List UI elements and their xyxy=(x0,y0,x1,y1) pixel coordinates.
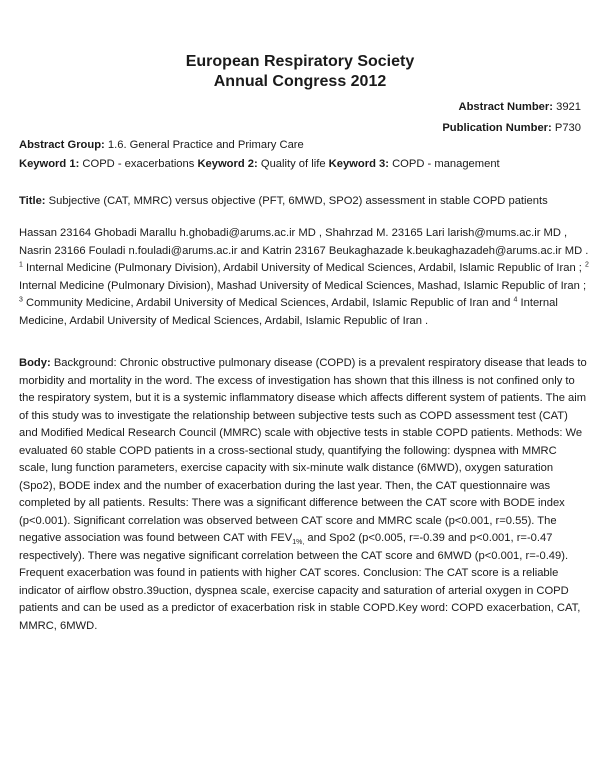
keyword-2-value: Quality of life xyxy=(260,158,326,170)
keyword-3-value: COPD - management xyxy=(392,158,500,170)
abstract-group-value: 1.6. General Practice and Primary Care xyxy=(107,139,304,151)
congress-header xyxy=(0,52,600,92)
abstract-group xyxy=(19,138,304,152)
publication-number-value: P730 xyxy=(554,122,581,134)
title-label: Title: xyxy=(19,195,46,207)
publication-number-label: Publication Number: xyxy=(442,122,552,134)
header-line-1: European Respiratory Society xyxy=(185,53,415,70)
abstract-group-label: Abstract Group: xyxy=(19,139,105,151)
abstract-number-label: Abstract Number: xyxy=(458,101,553,113)
authors-text-2: Internal Medicine (Pulmonary Division), Ardabil University of Medical Sciences, Ardabil, Islamic Republic of Iran ; xyxy=(22,262,585,274)
affiliation-sup-1: 1 xyxy=(19,261,23,269)
title-line xyxy=(19,194,548,208)
header-line-2: Annual Congress 2012 xyxy=(213,73,387,90)
body-label: Body: xyxy=(19,357,51,369)
authors-text-4: Community Medicine, Ardabil University of Medical Sciences, Ardabil, Islamic Republic of Iran and xyxy=(22,297,514,309)
keywords-line xyxy=(19,157,500,171)
abstract-body xyxy=(19,355,589,635)
fev-subscript: 1%, xyxy=(292,539,305,547)
affiliation-sup-2: 2 xyxy=(585,261,589,269)
authors-text-3: Internal Medicine (Pulmonary Division), Mashad University of Medical Sciences, Mashad, Islamic Republic of Iran ; xyxy=(19,279,587,292)
authors-text-1: Hassan 23164 Ghobadi Marallu h.ghobadi@arums.ac.ir MD , Shahrzad M. 23165 Lari larish@mums.ac.ir MD , Nasrin 23166 Fouladi n.fouladi@arums.ac.ir and Katrin 23167 Beukaghazade k.beukaghazadeh@arums.ac.ir MD . xyxy=(19,227,589,257)
affiliation-sup-3: 3 xyxy=(19,296,23,304)
keyword-2-label: Keyword 2: xyxy=(197,158,258,170)
title-value: Subjective (CAT, MMRC) versus objective (PFT, 6MWD, SPO2) assessment in stable COPD patients xyxy=(48,195,548,207)
authors-text-5: Internal Medicine, Ardabil University of Medical Sciences, Ardabil, Islamic Republic of Iran . xyxy=(19,297,558,327)
keyword-1-value: COPD - exacerbations xyxy=(82,158,195,170)
keyword-3-label: Keyword 3: xyxy=(328,158,389,170)
body-text-2: and Spo2 (p<0.005, r=-0.39 and p<0.001, r=-0.47 respectively). There was negative significant correlation between the CAT score and 6MWD (p<0.001, r=-0.49). Frequent exacerbation was found in patients with higher CAT scores. Conclusion: The CAT score is a reliable indicator of airflow obstro.39uction, dyspnea scale, exercise capacity and saturation of arterial oxygen in COPD patients and can be used as a predictor of exacerbation risk in stable COPD.Key word: COPD exacerbation, CAT, MMRC, 6MWD. xyxy=(19,532,581,632)
affiliation-sup-4: 4 xyxy=(513,296,518,304)
abstract-number-value: 3921 xyxy=(556,101,581,113)
abstract-number xyxy=(459,100,582,114)
body-text-1: Background: Chronic obstructive pulmonary disease (COPD) is a prevalent respiratory disease that leads to morbidity and mortality in the word. The excess of investigation has shown that this illness is not confined only to the respiratory system, but it is a systemic inflammatory disease which affects different system of patients. The aim of this study was to investigate the relationship between subjective tests such as COPD assessment test (CAT) and Modified Medical Research Council (MMRC) scale with objective tests in stable COPD patients. Methods: We evaluated 60 stable COPD patients in a cross-sectional study, quantifying the following: dyspnea with MMRC scale, lung function parameters, exercise capacity with six-minute walk distance (6MWD), oxygen saturation (Spo2), BODE index and the number of exacerbation during the last year. Then, the CAT questionnaire was completed by all patients. Results: There was a significant difference between the CAT score with BODE index (p<0.001). Significant correlation was observed between CAT score and MMRC scale (p<0.001, r=0.55). The negative association was found between CAT with FEV xyxy=(19,357,587,544)
keyword-1-label: Keyword 1: xyxy=(19,158,80,170)
publication-number xyxy=(442,121,581,135)
authors-affiliations xyxy=(19,225,589,330)
